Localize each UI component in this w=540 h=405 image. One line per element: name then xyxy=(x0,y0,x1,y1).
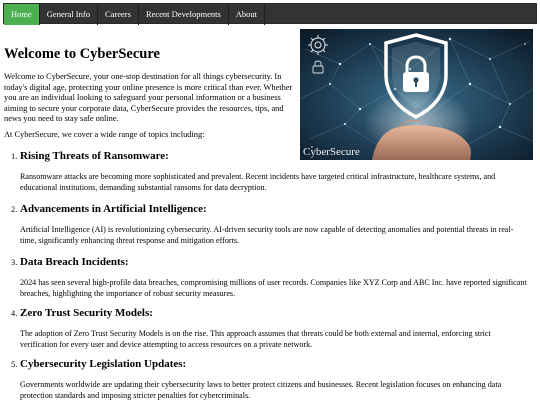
top-navigation-bar xyxy=(3,3,537,24)
topic-title: Zero Trust Security Models: xyxy=(20,307,153,319)
topics-intro-text: At CyberSecure, we cover a wide range of topics including: xyxy=(4,130,205,139)
topic-number: 2. xyxy=(11,205,18,214)
nav-item-careers[interactable]: Careers xyxy=(98,4,139,25)
topic-title: Cybersecurity Legislation Updates: xyxy=(20,358,187,370)
intro-paragraph: Welcome to CyberSecure, your one-stop destination for all things cybersecurity. In today's digital age, protecting your online presence is more critical than ever. Whether you are an individual looking to safeguard your personal information or a business aiming to secure your corporate data, CyberSecure provides the resources, tips, and news you need to stay safe online. xyxy=(4,72,293,124)
topic-title: Data Breach Incidents: xyxy=(20,256,129,268)
topic-description: Governments worldwide are updating their cybersecurity laws to better protect citizens and businesses. Recent legislation focuses on enhancing data protection standards and imposing stricter penalties for cybercriminals. xyxy=(20,380,502,400)
topic-number: 5. xyxy=(11,360,18,369)
page-title: Welcome to CyberSecure xyxy=(4,46,160,62)
topic-description: The adoption of Zero Trust Security Models is on the rise. This approach assumes that threats could be both external and internal, enforcing strict verification for every user and device attempting to access resources on a private network. xyxy=(20,329,491,349)
topic-description: 2024 has seen several high-profile data breaches, compromising millions of user records. Companies like XYZ Corp and ABC Inc. have reported significant breaches, highlighting the importance of robust security measures. xyxy=(20,278,527,298)
nav-item-general-info[interactable]: General Info xyxy=(40,4,98,25)
hero-illustration xyxy=(300,29,533,160)
topic-description: Ransomware attacks are becoming more sophisticated and prevalent. Recent incidents have targeted critical infrastructure, healthcare systems, and educational institutions, demanding substantial ransoms for data decryption. xyxy=(20,172,496,192)
topic-description: Artificial Intelligence (AI) is revolutionizing cybersecurity. AI-driven security tools are now capable of detecting anomalies and potential threats in real-time, significantly enhancing threat response and mitigation efforts. xyxy=(20,225,514,245)
topic-title: Advancements in Artificial Intelligence: xyxy=(20,203,207,215)
nav-item-recent-developments[interactable]: Recent Developments xyxy=(139,4,229,25)
topic-number: 4. xyxy=(11,309,18,318)
hero-image xyxy=(300,29,533,160)
topic-number: 3. xyxy=(11,258,18,267)
hero-caption: CyberSecure xyxy=(303,146,360,158)
topic-title: Rising Threats of Ransomware: xyxy=(20,150,169,162)
nav-item-about[interactable]: About xyxy=(229,4,265,25)
topic-number: 1. xyxy=(11,152,18,161)
nav-item-home[interactable]: Home xyxy=(4,4,40,25)
